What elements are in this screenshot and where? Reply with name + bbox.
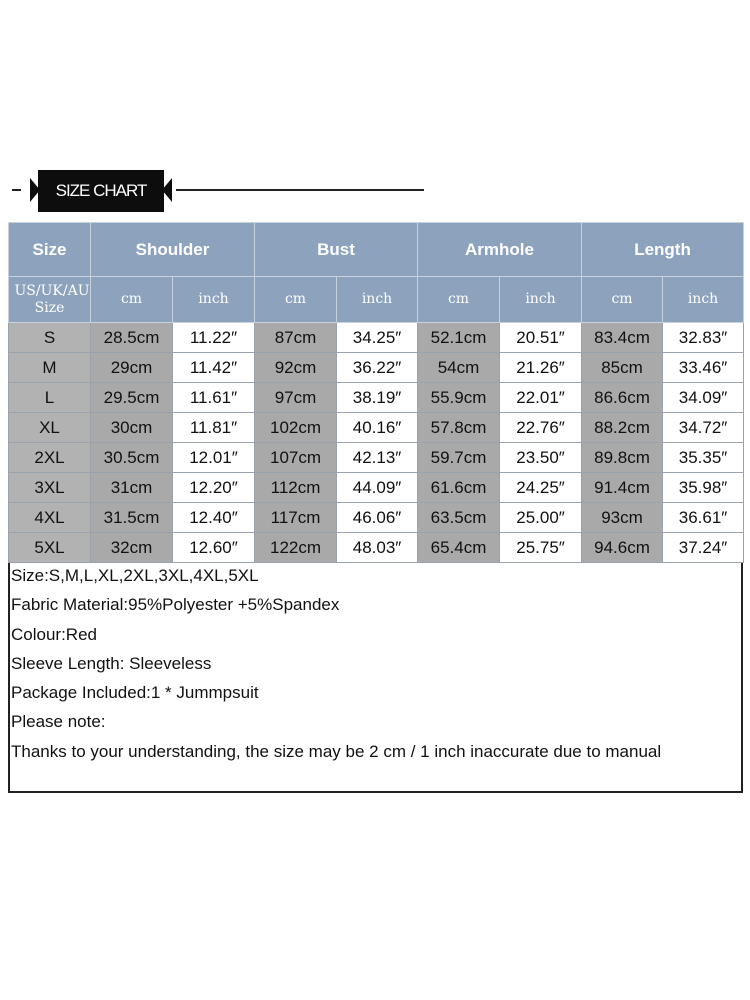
inch-cell: 11.22″	[173, 323, 255, 353]
cm-cell: 94.6cm	[582, 533, 663, 563]
inch-cell: 34.72″	[663, 413, 744, 443]
inch-cell: 33.46″	[663, 353, 744, 383]
inch-cell: 46.06″	[337, 503, 418, 533]
cm-cell: 102cm	[255, 413, 337, 443]
table-header-row	[9, 223, 744, 277]
cm-cell: 61.6cm	[418, 473, 500, 503]
inch-cell: 21.26″	[500, 353, 582, 383]
header-size-system: US/UK/AU Size	[9, 277, 91, 323]
info-sizes: Size:S,M,L,XL,2XL,3XL,4XL,5XL	[11, 566, 259, 585]
inch-cell: 20.51″	[500, 323, 582, 353]
header-shoulder: Shoulder	[91, 223, 255, 277]
size-cell: 2XL	[9, 443, 91, 473]
inch-cell: 25.75″	[500, 533, 582, 563]
info-sleeve: Sleeve Length: Sleeveless	[11, 653, 212, 673]
size-cell: S	[9, 323, 91, 353]
table-unit-row	[9, 277, 744, 323]
header-size: Size	[9, 223, 91, 277]
cm-cell: 112cm	[255, 473, 337, 503]
cm-cell: 32cm	[91, 533, 173, 563]
info-note-text: Thanks to your understanding, the size may be 2 cm / 1 inch inaccurate due to manual	[11, 741, 662, 761]
cm-cell: 52.1cm	[418, 323, 500, 353]
cm-cell: 92cm	[255, 353, 337, 383]
unit-header: cm	[255, 277, 337, 323]
cm-cell: 122cm	[255, 533, 337, 563]
cm-cell: 30cm	[91, 413, 173, 443]
size-cell: L	[9, 383, 91, 413]
size-cell: 3XL	[9, 473, 91, 503]
unit-header: cm	[418, 277, 500, 323]
inch-cell: 34.25″	[337, 323, 418, 353]
banner-dash	[12, 189, 21, 191]
cm-cell: 85cm	[582, 353, 663, 383]
table-row	[9, 443, 744, 473]
inch-cell: 35.35″	[663, 443, 744, 473]
inch-cell: 36.22″	[337, 353, 418, 383]
table-row	[9, 383, 744, 413]
inch-cell: 37.24″	[663, 533, 744, 563]
inch-cell: 23.50″	[500, 443, 582, 473]
size-cell: M	[9, 353, 91, 383]
inch-cell: 22.76″	[500, 413, 582, 443]
unit-header: inch	[663, 277, 744, 323]
header-bust: Bust	[255, 223, 418, 277]
cm-cell: 97cm	[255, 383, 337, 413]
inch-cell: 35.98″	[663, 473, 744, 503]
cm-cell: 28.5cm	[91, 323, 173, 353]
cm-cell: 86.6cm	[582, 383, 663, 413]
cm-cell: 29.5cm	[91, 383, 173, 413]
size-cell: 5XL	[9, 533, 91, 563]
cm-cell: 30.5cm	[91, 443, 173, 473]
inch-cell: 11.81″	[173, 413, 255, 443]
table-row	[9, 413, 744, 443]
table-row	[9, 533, 744, 563]
inch-cell: 12.40″	[173, 503, 255, 533]
cm-cell: 31cm	[91, 473, 173, 503]
size-chart-banner	[8, 170, 428, 214]
table-body	[9, 323, 744, 563]
cm-cell: 55.9cm	[418, 383, 500, 413]
inch-cell: 22.01″	[500, 383, 582, 413]
inch-cell: 12.60″	[173, 533, 255, 563]
size-cell: XL	[9, 413, 91, 443]
header-armhole: Armhole	[418, 223, 582, 277]
inch-cell: 36.61″	[663, 503, 744, 533]
size-cell: 4XL	[9, 503, 91, 533]
cm-cell: 29cm	[91, 353, 173, 383]
unit-header: inch	[337, 277, 418, 323]
table-row	[9, 353, 744, 383]
cm-cell: 93cm	[582, 503, 663, 533]
cm-cell: 59.7cm	[418, 443, 500, 473]
unit-header: cm	[91, 277, 173, 323]
inch-cell: 25.00″	[500, 503, 582, 533]
cm-cell: 107cm	[255, 443, 337, 473]
header-length: Length	[582, 223, 744, 277]
table-row	[9, 323, 744, 353]
info-colour: Colour:Red	[11, 624, 97, 644]
cm-cell: 65.4cm	[418, 533, 500, 563]
info-fabric: Fabric Material:95%Polyester +5%Spandex	[11, 595, 340, 615]
inch-cell: 40.16″	[337, 413, 418, 443]
inch-cell: 42.13″	[337, 443, 418, 473]
size-chart-table	[8, 222, 744, 563]
inch-cell: 12.01″	[173, 443, 255, 473]
inch-cell: 11.42″	[173, 353, 255, 383]
cm-cell: 63.5cm	[418, 503, 500, 533]
inch-cell: 24.25″	[500, 473, 582, 503]
table-row	[9, 473, 744, 503]
banner-label: SIZE CHART	[55, 181, 147, 200]
cm-cell: 89.8cm	[582, 443, 663, 473]
inch-cell: 44.09″	[337, 473, 418, 503]
cm-cell: 83.4cm	[582, 323, 663, 353]
cm-cell: 54cm	[418, 353, 500, 383]
inch-cell: 11.61″	[173, 383, 255, 413]
cm-cell: 91.4cm	[582, 473, 663, 503]
unit-header: cm	[582, 277, 663, 323]
inch-cell: 32.83″	[663, 323, 744, 353]
inch-cell: 38.19″	[337, 383, 418, 413]
cm-cell: 31.5cm	[91, 503, 173, 533]
info-package: Package Included:1 * Jummpsuit	[11, 683, 259, 703]
banner-rule	[176, 189, 424, 191]
cm-cell: 88.2cm	[582, 413, 663, 443]
cm-cell: 117cm	[255, 503, 337, 533]
cm-cell: 87cm	[255, 323, 337, 353]
table-row	[9, 503, 744, 533]
inch-cell: 34.09″	[663, 383, 744, 413]
unit-header: inch	[500, 277, 582, 323]
product-info	[11, 561, 741, 766]
inch-cell: 48.03″	[337, 533, 418, 563]
cm-cell: 57.8cm	[418, 413, 500, 443]
info-note-heading: Please note:	[11, 712, 106, 732]
inch-cell: 12.20″	[173, 473, 255, 503]
unit-header: inch	[173, 277, 255, 323]
